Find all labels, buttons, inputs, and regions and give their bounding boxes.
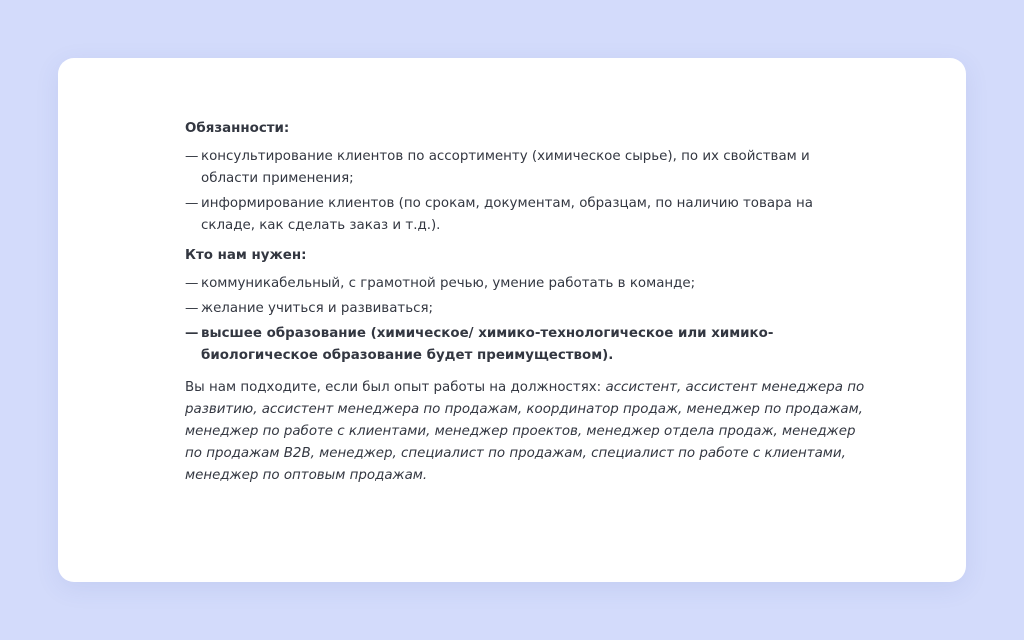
- duty-text: консультирование клиентов по ассортименту (химическое сырье), по их свойствам и области применения;: [201, 149, 810, 186]
- requirements-list: [185, 273, 865, 367]
- vacancy-content: [185, 120, 865, 487]
- closing-paragraph: [185, 377, 865, 487]
- duties-list: [185, 146, 865, 237]
- closing-positions: ассистент, ассистент менеджера по развитию, ассистент менеджера по продажам, координатор продаж, менеджер по продажам, менеджер по работе с клиентами, менеджер проектов, менеджер отдела продаж, менеджер по продажам B2B, менеджер, специалист по продажам, специалист по работе с клиентами, менеджер по оптовым продажам.: [185, 380, 865, 483]
- dash-bullet-icon: —: [185, 149, 199, 164]
- dash-bullet-icon: —: [185, 301, 199, 316]
- list-item: [185, 193, 865, 237]
- closing-intro: Вы нам подходите, если был опыт работы на должностях:: [185, 380, 606, 395]
- dash-bullet-icon: —: [185, 196, 199, 211]
- dash-bullet-icon: —: [185, 276, 199, 291]
- list-item: [185, 273, 865, 295]
- dash-bullet-icon: —: [185, 326, 199, 341]
- vacancy-card: [58, 58, 966, 582]
- list-item: [185, 298, 865, 320]
- requirement-text: желание учиться и развиваться;: [201, 301, 434, 316]
- duty-text: информирование клиентов (по срокам, документам, образцам, по наличию товара на складе, как сделать заказ и т.д.).: [201, 196, 813, 233]
- requirement-text: высшее образование (химическое/ химико-технологическое или химико-биологическое образование будет преимуществом).: [201, 326, 774, 363]
- duties-heading: Обязанности:: [185, 121, 290, 136]
- list-item: [185, 323, 865, 367]
- requirement-text: коммуникабельный, с грамотной речью, умение работать в команде;: [201, 276, 696, 291]
- requirements-heading: Кто нам нужен:: [185, 248, 307, 263]
- list-item: [185, 146, 865, 190]
